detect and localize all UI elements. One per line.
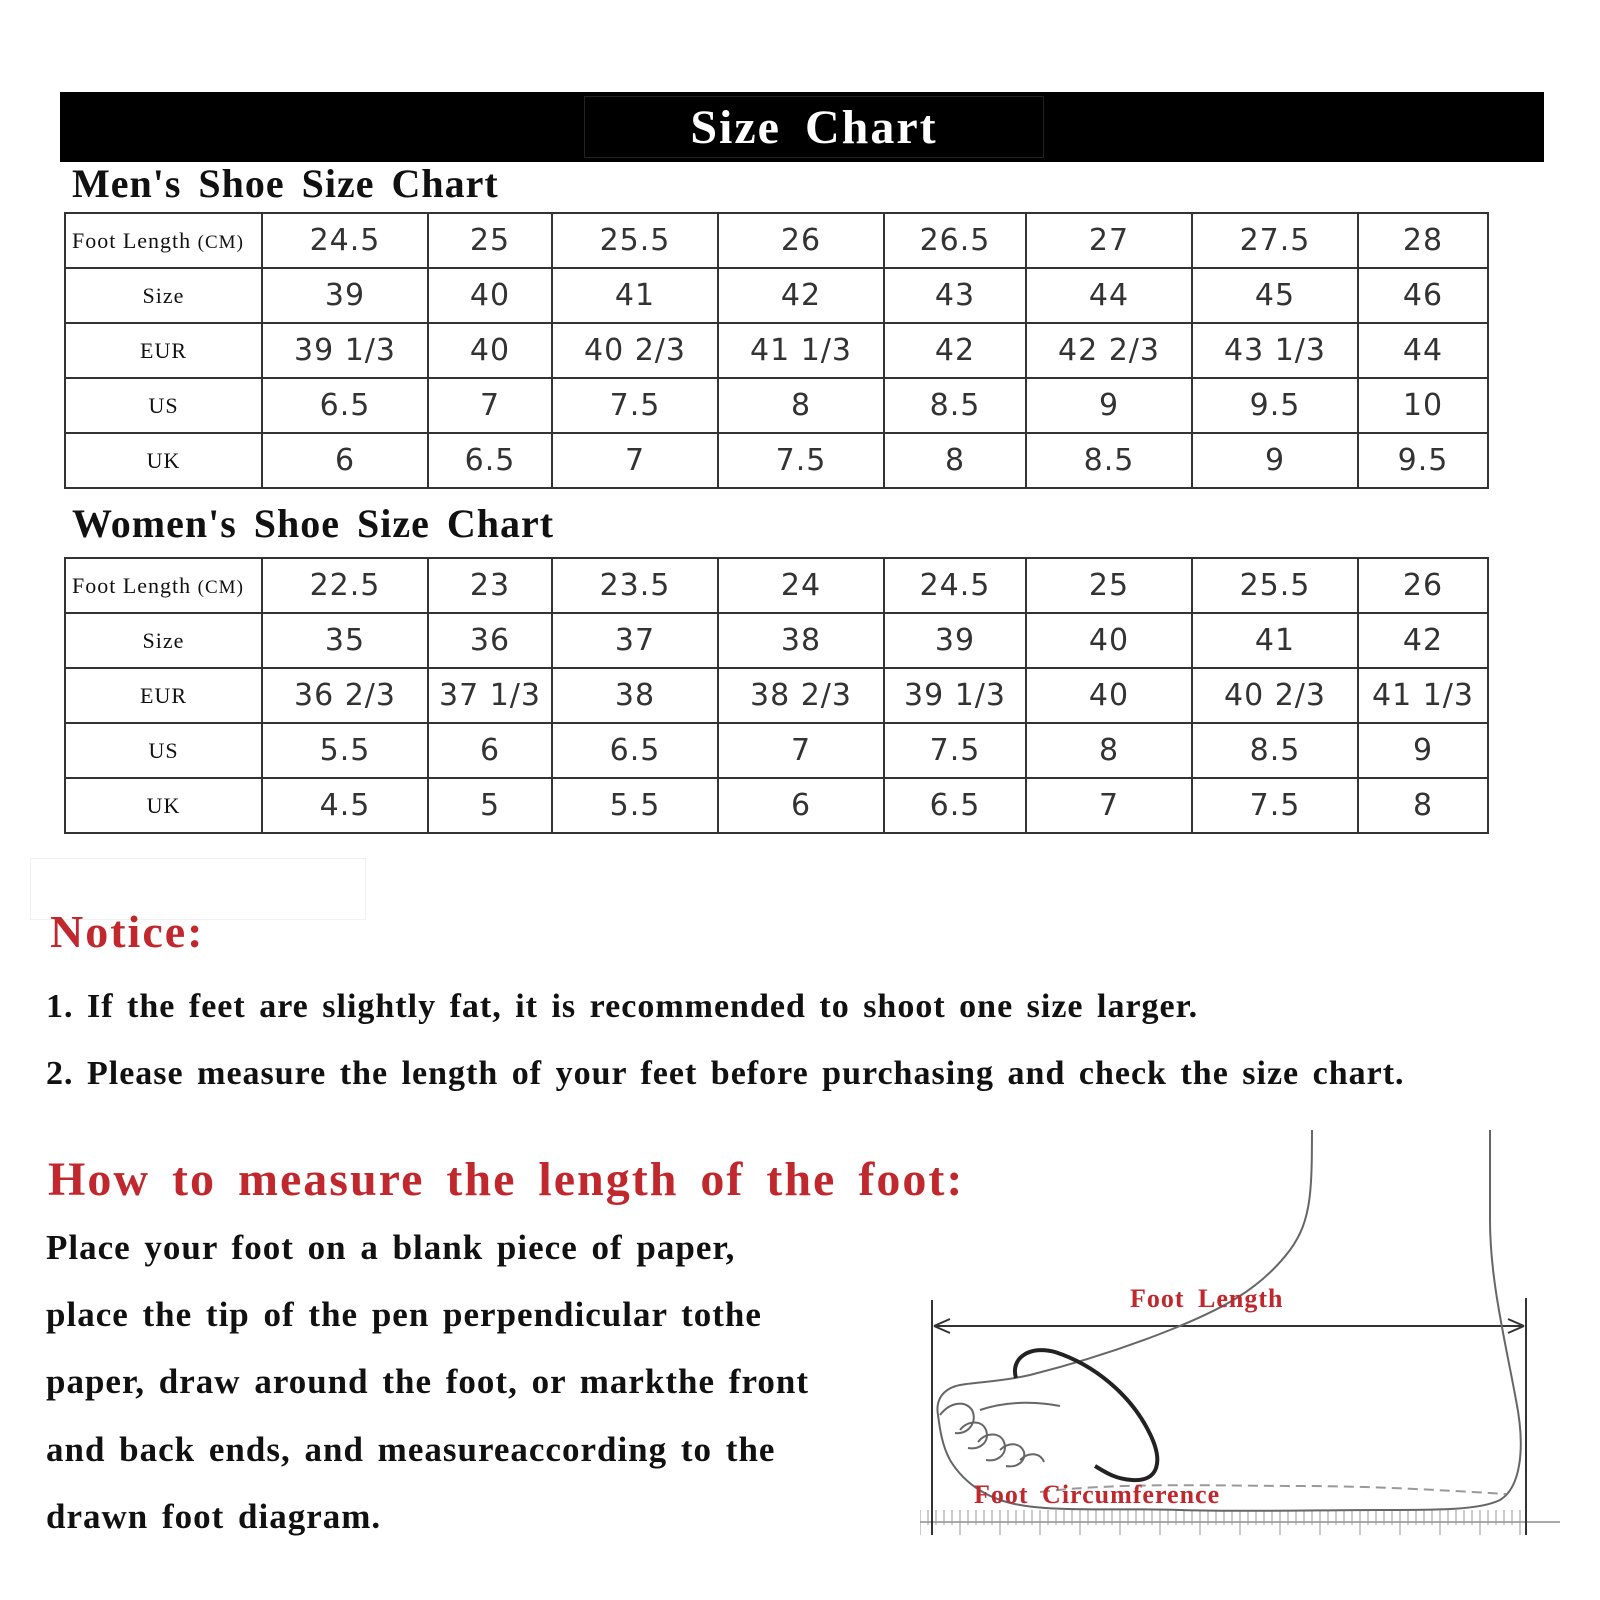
row-header-label: Foot Length [72, 227, 192, 253]
foot-measure-diagram [920, 1130, 1560, 1550]
table-cell: 38 [718, 613, 884, 668]
table-cell: 8.5 [1192, 723, 1358, 778]
measure-line-5: drawn foot diagram. [46, 1497, 382, 1536]
foot-length-label: Foot Length [1130, 1284, 1284, 1313]
ruler [920, 1510, 1560, 1535]
table-cell: 8.5 [884, 378, 1026, 433]
table-cell: 45 [1192, 268, 1358, 323]
row-header [65, 378, 262, 433]
table-cell: 9 [1026, 378, 1192, 433]
table-cell: 38 2/3 [718, 668, 884, 723]
table-cell: 43 [884, 268, 1026, 323]
table-cell: 41 [552, 268, 718, 323]
table-cell: 8 [884, 433, 1026, 488]
table-cell: 9 [1358, 723, 1488, 778]
toes-outline [940, 1403, 1060, 1467]
table-cell: 24 [718, 558, 884, 613]
table-cell: 41 [1192, 613, 1358, 668]
table-cell: 22.5 [262, 558, 428, 613]
table-cell: 44 [1358, 323, 1488, 378]
row-header [65, 778, 262, 833]
table-cell: 9 [1192, 433, 1358, 488]
row-header-label: EUR [140, 337, 187, 363]
table-cell: 27 [1026, 213, 1192, 268]
table-cell: 6 [262, 433, 428, 488]
measure-line-1: Place your foot on a blank piece of paper, [46, 1228, 736, 1267]
table-cell: 27.5 [1192, 213, 1358, 268]
table-cell: 7 [428, 378, 552, 433]
table-cell: 6.5 [262, 378, 428, 433]
table-cell: 43 1/3 [1192, 323, 1358, 378]
table-cell: 28 [1358, 213, 1488, 268]
row-header [65, 213, 262, 268]
table-cell: 5.5 [552, 778, 718, 833]
table-cell: 10 [1358, 378, 1488, 433]
table-cell: 4.5 [262, 778, 428, 833]
table-cell: 7.5 [718, 433, 884, 488]
table-cell: 7.5 [1192, 778, 1358, 833]
table-cell: 7 [718, 723, 884, 778]
table-row [65, 723, 1488, 778]
table-cell: 36 [428, 613, 552, 668]
table-cell: 42 [718, 268, 884, 323]
row-header [65, 433, 262, 488]
table-cell: 8 [718, 378, 884, 433]
measure-line-3: paper, draw around the foot, or markthe front [46, 1362, 809, 1401]
table-cell: 7.5 [552, 378, 718, 433]
table-cell: 37 1/3 [428, 668, 552, 723]
banner-title-box [584, 96, 1044, 158]
table-row [65, 558, 1488, 613]
row-header [65, 613, 262, 668]
table-cell: 8 [1358, 778, 1488, 833]
table-cell: 40 [428, 268, 552, 323]
row-header [65, 558, 262, 613]
table-cell: 41 1/3 [1358, 668, 1488, 723]
mens-chart-title: Men's Shoe Size Chart [72, 161, 499, 206]
table-cell: 40 [1026, 668, 1192, 723]
table-cell: 39 1/3 [262, 323, 428, 378]
table-cell: 40 [1026, 613, 1192, 668]
table-cell: 41 1/3 [718, 323, 884, 378]
table-cell: 26.5 [884, 213, 1026, 268]
row-header-label: US [148, 392, 179, 418]
table-cell: 37 [552, 613, 718, 668]
row-header [65, 668, 262, 723]
table-row [65, 323, 1488, 378]
table-cell: 6 [428, 723, 552, 778]
table-cell: 9.5 [1192, 378, 1358, 433]
row-header-label: UK [146, 792, 181, 818]
table-cell: 8.5 [1026, 433, 1192, 488]
table-cell: 39 1/3 [884, 668, 1026, 723]
mens-size-table [64, 212, 1489, 489]
table-cell: 38 [552, 668, 718, 723]
table-cell: 23 [428, 558, 552, 613]
table-cell: 39 [262, 268, 428, 323]
table-cell: 46 [1358, 268, 1488, 323]
row-header-label: UK [146, 447, 181, 473]
notice-item-1: 1. If the feet are slightly fat, it is recommended to shoot one size larger. [46, 988, 1199, 1025]
table-cell: 26 [1358, 558, 1488, 613]
table-row [65, 613, 1488, 668]
table-cell: 24.5 [262, 213, 428, 268]
circumference-loop [1015, 1350, 1157, 1480]
row-header-label: Size [142, 282, 185, 308]
notice-heading: Notice: [50, 906, 205, 957]
notice-item-2: 2. Please measure the length of your feet before purchasing and check the size chart. [46, 1055, 1405, 1092]
womens-chart-title: Women's Shoe Size Chart [72, 501, 555, 546]
row-header-label: US [148, 737, 179, 763]
foot-circumference-label: Foot Circumference [974, 1480, 1221, 1509]
table-cell: 25 [1026, 558, 1192, 613]
row-header [65, 268, 262, 323]
table-cell: 6.5 [552, 723, 718, 778]
table-cell: 40 2/3 [552, 323, 718, 378]
table-row [65, 433, 1488, 488]
table-cell: 39 [884, 613, 1026, 668]
table-cell: 42 [1358, 613, 1488, 668]
row-header-label: EUR [140, 682, 187, 708]
row-header-label: Foot Length [72, 572, 192, 598]
table-cell: 42 2/3 [1026, 323, 1192, 378]
table-cell: 25.5 [552, 213, 718, 268]
table-cell: 7.5 [884, 723, 1026, 778]
row-header [65, 323, 262, 378]
row-header [65, 723, 262, 778]
table-row [65, 213, 1488, 268]
table-cell: 8 [1026, 723, 1192, 778]
table-cell: 44 [1026, 268, 1192, 323]
table-row [65, 378, 1488, 433]
table-cell: 26 [718, 213, 884, 268]
table-cell: 36 2/3 [262, 668, 428, 723]
measure-line-4: and back ends, and measureaccording to the [46, 1430, 776, 1469]
table-row [65, 668, 1488, 723]
table-cell: 6.5 [884, 778, 1026, 833]
table-cell: 7 [552, 433, 718, 488]
row-header-unit: (CM) [197, 576, 244, 598]
table-cell: 25.5 [1192, 558, 1358, 613]
table-cell: 6.5 [428, 433, 552, 488]
table-row [65, 268, 1488, 323]
table-cell: 40 [428, 323, 552, 378]
table-cell: 23.5 [552, 558, 718, 613]
row-header-label: Size [142, 627, 185, 653]
table-cell: 9.5 [1358, 433, 1488, 488]
page-title: Size Chart [690, 100, 938, 154]
row-header-unit: (CM) [197, 231, 244, 253]
table-cell: 24.5 [884, 558, 1026, 613]
table-cell: 5.5 [262, 723, 428, 778]
table-cell: 5 [428, 778, 552, 833]
size-chart-banner [60, 92, 1544, 162]
table-cell: 35 [262, 613, 428, 668]
table-cell: 42 [884, 323, 1026, 378]
measure-line-2: place the tip of the pen perpendicular tothe [46, 1295, 762, 1334]
table-cell: 40 2/3 [1192, 668, 1358, 723]
womens-size-table [64, 557, 1489, 834]
measure-heading: How to measure the length of the foot: [48, 1153, 965, 1206]
table-cell: 25 [428, 213, 552, 268]
table-row [65, 778, 1488, 833]
table-cell: 7 [1026, 778, 1192, 833]
table-cell: 6 [718, 778, 884, 833]
